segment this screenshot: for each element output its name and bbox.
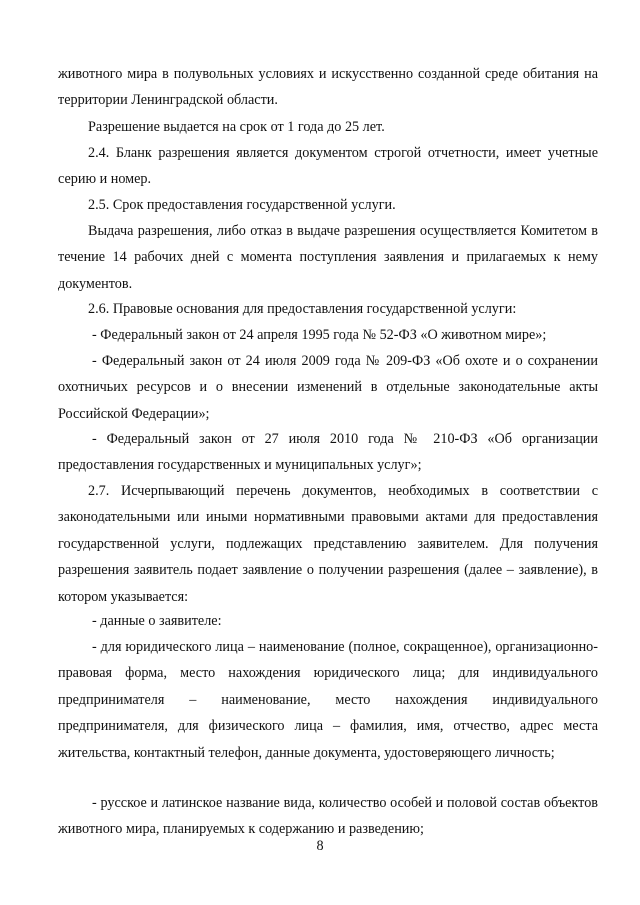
list-item-law-210: - Федеральный закон от 27 июля 2010 года № 210-ФЗ «Об организации предоставления государственных и муниципальных услуг»; bbox=[58, 431, 598, 474]
paragraph-2-4: 2.4. Бланк разрешения является документом строгой отчетности, имеет учетные серию и номер. bbox=[58, 145, 598, 188]
paragraph-issue-term: Выдача разрешения, либо отказ в выдаче разрешения осуществляется Комитетом в течение 14 рабочих дней с момента поступления заявления и прилагаемых к нему документов. bbox=[58, 223, 598, 292]
list-item-law-209: - Федеральный закон от 24 июля 2009 года № 209-ФЗ «Об охоте и о сохранении охотничьих ресурсов и о внесении изменений в отдельные законодательные акты Российской Федерации»; bbox=[58, 353, 598, 422]
paragraph-continuation: животного мира в полувольных условиях и искусственно созданной среде обитания на территории Ленинградской области. bbox=[58, 66, 598, 109]
paragraph-permit-term: Разрешение выдается на срок от 1 года до 25 лет. bbox=[88, 119, 385, 135]
paragraph-2-5: 2.5. Срок предоставления государственной услуги. bbox=[88, 197, 396, 213]
list-item-applicant-details: - для юридического лица – наименование (полное, сокращенное), организационно-правовая форма, место нахождения юридического лица; для индивидуального предпринимателя – наименование, место нахождения индивидуального предпринимателя, для физического лица – фамилия, имя, отчество, адрес места жительства, контактный телефон, данные документа, удостоверяющего личность; bbox=[58, 639, 598, 761]
paragraph-2-6: 2.6. Правовые основания для предоставления государственной услуги: bbox=[88, 301, 517, 317]
page-number: 8 bbox=[316, 838, 324, 854]
paragraph-2-7: 2.7. Исчерпывающий перечень документов, необходимых в соответствии с законодательными или иными нормативными правовыми актами для предоставления государственной услуги, подлежащих представлению заявителем. Для получения разрешения заявитель подает заявление о получении разрешения (далее – заявление), в котором указывается: bbox=[58, 483, 598, 605]
list-item-species-info: - русское и латинское название вида, количество особей и половой состав объектов животного мира, планируемых к содержанию и разведению; bbox=[58, 795, 598, 838]
list-item-law-52: - Федеральный закон от 24 апреля 1995 года № 52-ФЗ «О животном мире»; bbox=[92, 327, 547, 343]
list-item-applicant-data: - данные о заявителе: bbox=[92, 613, 222, 629]
